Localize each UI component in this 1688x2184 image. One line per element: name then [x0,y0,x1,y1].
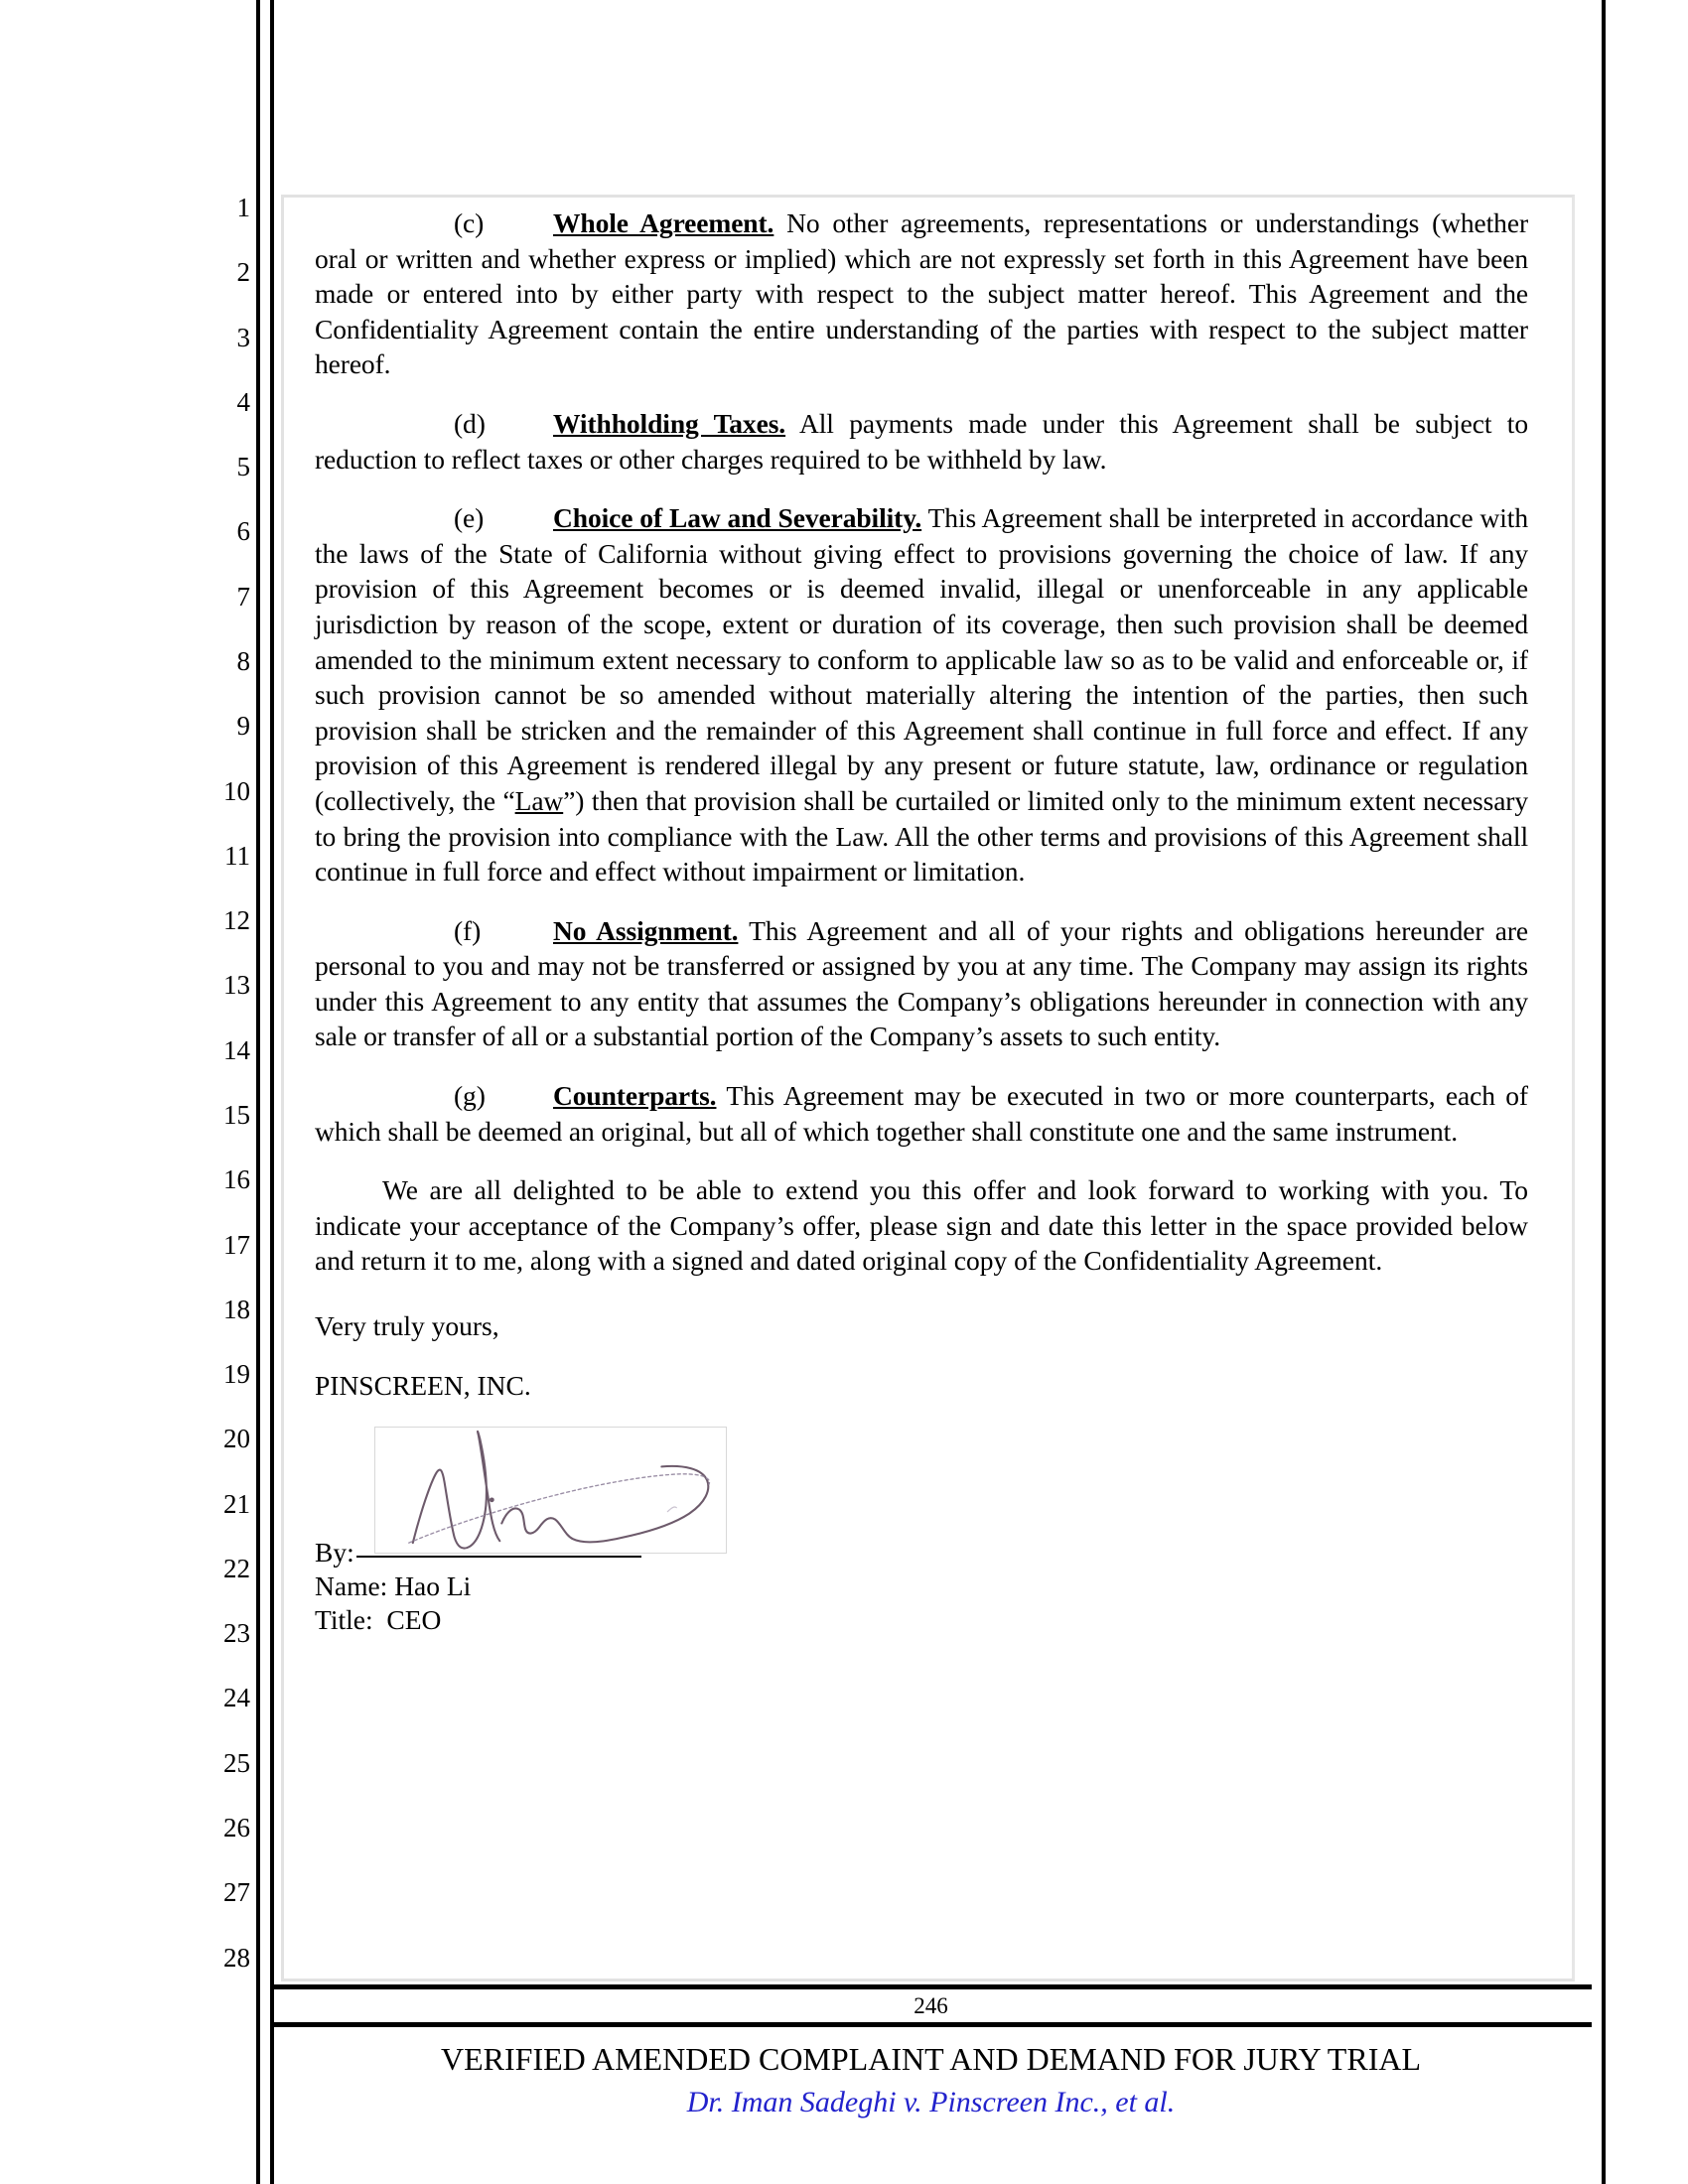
line-number: 21 [223,1488,250,1519]
clause-whole-agreement [315,205,1528,382]
line-number: 24 [223,1683,250,1713]
line-number: 19 [223,1359,250,1390]
clause-heading-choice-of-law: Choice of Law and Severability. [553,502,922,534]
clause-text-choice-of-law-part2: ”) then that provision shall be curtailed or limited only to the minimum extent necessary to bring the provision into compliance with the Law. All the other terms and provisions of this Agreement shall continue in full force and effect without impairment or limitation. [315,784,1529,887]
line-number: 12 [223,905,250,936]
page-number: 246 [914,1993,948,2018]
valediction: Very truly yours, [315,1310,499,1342]
clause-label-g: (g) [454,1080,486,1112]
line-number: 3 [236,322,250,352]
defined-term-law: Law [514,784,564,816]
page-footer [256,1984,1606,2122]
signature-by-line [315,1536,1528,1570]
line-number: 8 [236,645,250,676]
line-number: 26 [223,1813,250,1843]
signature-name-line [315,1570,1528,1603]
left-margin-rule-inner [270,0,274,2184]
clause-heading-withholding-taxes: Withholding Taxes. [553,407,786,439]
handwritten-signature-icon [375,1428,726,1553]
line-number: 17 [223,1229,250,1260]
left-margin-rule-outer [256,0,260,2184]
line-number: 14 [223,1034,250,1065]
by-label: By: [315,1537,354,1569]
line-number: 25 [223,1747,250,1778]
clause-label-c: (c) [454,207,485,238]
signature-block [315,1427,1528,1637]
line-number: 2 [236,257,250,288]
name-label: Name: [315,1570,388,1602]
clause-text-whole-agreement: No other agreements, representations or understandings (whether oral or written and whether express or implied) which are not expressly set forth in this Agreement have been made or entered into by either party with respect to the subject matter hereof. This Agreement and the Confidentiality Agreement contain the entire understanding of the parties with respect to the subject matter hereof. [315,207,1528,380]
line-number: 18 [223,1294,250,1324]
line-number: 27 [223,1877,250,1908]
line-number: 7 [236,581,250,612]
clause-choice-of-law [315,500,1528,889]
line-number: 5 [236,452,250,482]
document-body-frame [281,195,1575,1981]
closing-paragraph: We are all delighted to be able to extend you this offer and look forward to working with you. To indicate your acceptance of the Company’s offer, please sign and date this letter in the space provided below and return it to me, along with a signed and dated original copy of the Confidentiality Agreement. [315,1174,1528,1277]
clause-label-e: (e) [454,502,485,534]
line-number: 9 [236,711,250,742]
line-number: 16 [223,1164,250,1195]
clause-heading-counterparts: Counterparts. [553,1080,717,1112]
clause-label-d: (d) [454,407,486,439]
footer-document-title: VERIFIED AMENDED COMPLAINT AND DEMAND FOR JURY TRIAL [440,2041,1421,2077]
clause-text-withholding-taxes: All payments made under this Agreement shall be subject to reduction to reflect taxes or other charges required to be withheld by law. [315,407,1528,475]
signature-title-line [315,1603,1528,1637]
document-body [315,205,1528,1637]
clause-no-assignment [315,913,1528,1054]
line-number: 4 [236,386,250,417]
clause-text-counterparts: This Agreement may be executed in two or more counterparts, each of which shall be deemed an original, but all of which together shall constitute one and the same instrument. [315,1080,1528,1147]
signature-rule [356,1556,641,1558]
line-number: 1 [236,193,250,222]
clause-heading-no-assignment: No Assignment. [553,914,739,946]
line-number: 11 [224,840,250,871]
clause-text-no-assignment: This Agreement and all of your rights and obligations hereunder are personal to you and may not be transferred or assigned by you at any time. The Company may assign its rights under this Agreement to any entity that assumes the Company’s obligations hereunder in connection with any sale or transfer of all or a substantial portion of the Company’s assets to such entity. [315,914,1528,1052]
name-value: Hao Li [394,1570,472,1602]
line-number: 15 [223,1099,250,1130]
footer-case-caption: Dr. Iman Sadeghi v. Pinscreen Inc., et al. [686,2086,1176,2118]
title-label: Title: [315,1604,373,1636]
clause-text-choice-of-law-part1: This Agreement shall be interpreted in accordance with the laws of the State of California without giving effect to provisions governing the choice of law. If any provision of this Agreement becomes or is deemed invalid, illegal or unenforceable in any applicable jurisdiction by reason of the scope, extent or duration of its coverage, then such provision shall be deemed amended to the minimum extent necessary to conform to applicable law so as to be valid and enforceable or, if such provision cannot be so amended without materially altering the intention of the parties, then such provision shall be stricken and the remainder of this Agreement shall continue in full force and effect. If any provision of this Agreement is rendered illegal by any present or future statute, law, ordinance or regulation (collectively, the “ [315,502,1528,816]
right-margin-rule [1602,0,1606,2184]
clause-label-f: (f) [454,914,482,946]
line-number: 20 [223,1424,250,1454]
clause-heading-whole-agreement: Whole Agreement. [553,207,774,238]
title-value: CEO [386,1604,442,1636]
company-name: PINSCREEN, INC. [315,1369,531,1401]
line-number: 10 [223,775,250,806]
line-number: 28 [223,1942,250,1973]
line-number: 6 [236,516,250,547]
line-number: 22 [223,1553,250,1583]
clause-withholding-taxes [315,406,1528,477]
line-number: 13 [223,970,250,1001]
line-number-gutter [195,195,250,1972]
signature-image-box [374,1427,727,1554]
line-number: 23 [223,1618,250,1649]
clause-counterparts [315,1078,1528,1149]
